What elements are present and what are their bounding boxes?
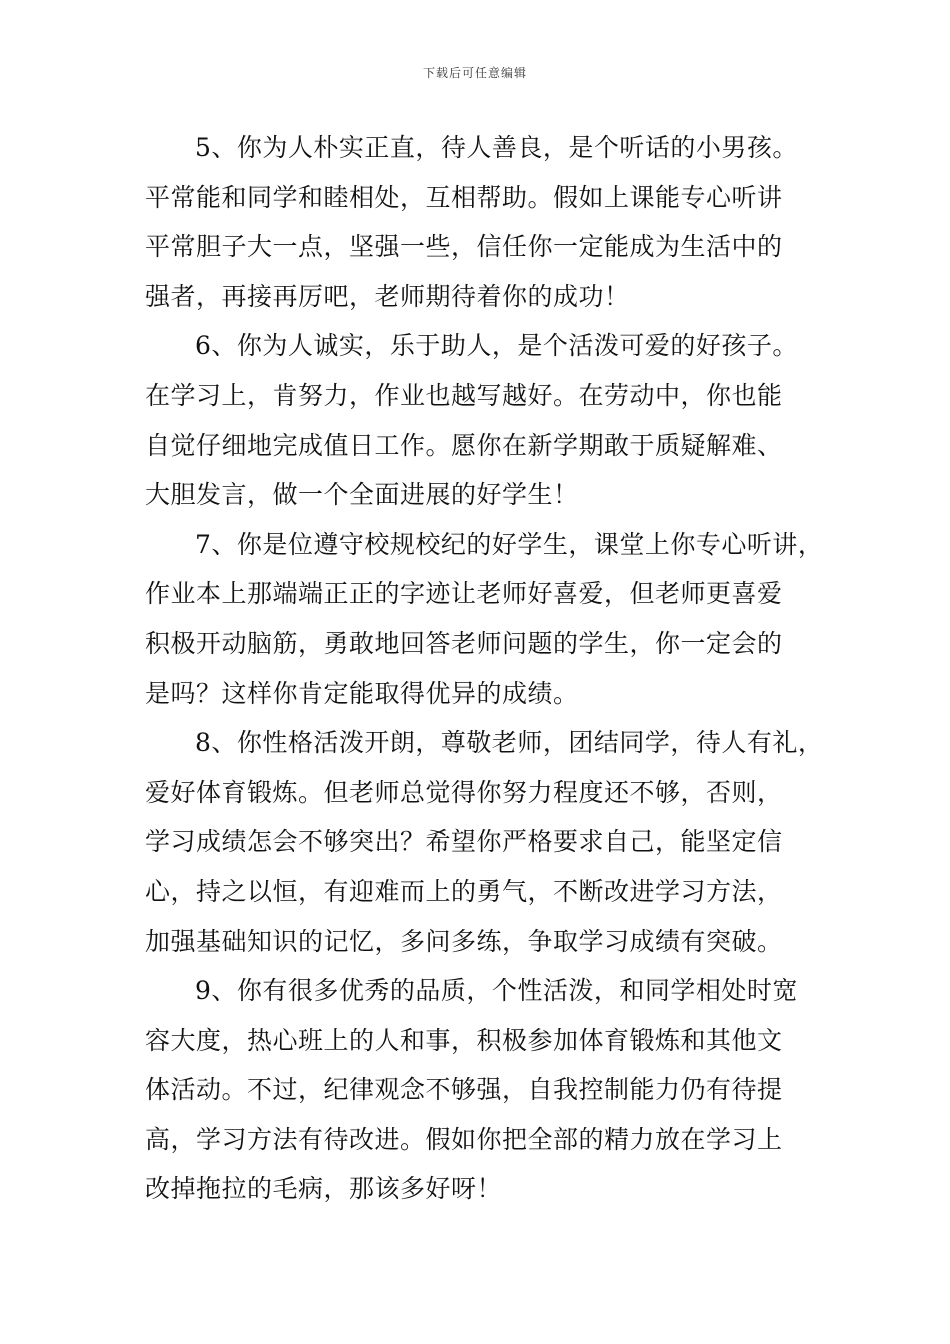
text-line: 平常胆子大一点，坚强一些，信任你一定能成为生活中的 bbox=[145, 232, 783, 262]
paragraph-9 bbox=[145, 966, 845, 1214]
text-line: 容大度，热心班上的人和事，积极参加体育锻炼和其他文 bbox=[145, 1025, 783, 1055]
text-line: 8、你性格活泼开朗，尊敬老师，团结同学，待人有礼， bbox=[195, 728, 824, 758]
text-line: 5、你为人朴实正直，待人善良，是个听话的小男孩。 bbox=[195, 133, 798, 162]
text-line: 高，学习方法有待改进。假如你把全部的精力放在学习上 bbox=[145, 1124, 783, 1154]
text-line: 平常能和同学和睦相处，互相帮助。假如上课能专心听讲 bbox=[145, 182, 783, 212]
text-line: 作业本上那端端正正的字迹让老师好喜爱，但老师更喜爱 bbox=[145, 579, 783, 609]
text-line: 心，持之以恒，有迎难而上的勇气，不断改进学习方法， bbox=[145, 876, 783, 906]
text-line: 加强基础知识的记忆，多问多练，争取学习成绩有突破。 bbox=[145, 926, 783, 956]
text-line: 改掉拖拉的毛病，那该多好呀！ bbox=[145, 1174, 503, 1204]
page-header: 下载后可任意编辑 bbox=[422, 66, 527, 80]
document-body bbox=[145, 123, 845, 1214]
text-line: 在学习上，肯努力，作业也越写越好。在劳动中，你也能 bbox=[145, 380, 783, 410]
text-line: 大胆发言，做一个全面进展的好学生！ bbox=[145, 480, 579, 510]
text-line: 爱好体育锻炼。但老师总觉得你努力程度还不够，否则， bbox=[145, 777, 783, 807]
text-line: 学习成绩怎会不够突出？希望你严格要求自己，能坚定信 bbox=[145, 827, 783, 857]
paragraph-8 bbox=[145, 718, 845, 966]
text-line: 6、你为人诚实，乐于助人，是个活泼可爱的好孩子。 bbox=[195, 331, 798, 361]
text-line: 强者，再接再厉吧，老师期待着你的成功！ bbox=[145, 281, 630, 311]
text-line: 积极开动脑筋，勇敢地回答老师问题的学生，你一定会的 bbox=[145, 628, 783, 658]
text-line: 是吗？这样你肯定能取得优异的成绩。 bbox=[145, 678, 579, 708]
text-line: 7、你是位遵守校规校纪的好学生，课堂上你专心听讲， bbox=[195, 529, 824, 559]
text-line: 9、你有很多优秀的品质，个性活泼，和同学相处时宽 bbox=[195, 976, 798, 1006]
paragraph-7 bbox=[145, 520, 845, 718]
text-line: 自觉仔细地完成值日工作。愿你在新学期敢于质疑解难、 bbox=[145, 430, 783, 460]
paragraph-5 bbox=[145, 123, 845, 321]
text-line: 体活动。不过，纪律观念不够强，自我控制能力仍有待提 bbox=[145, 1075, 783, 1105]
paragraph-6 bbox=[145, 321, 845, 519]
